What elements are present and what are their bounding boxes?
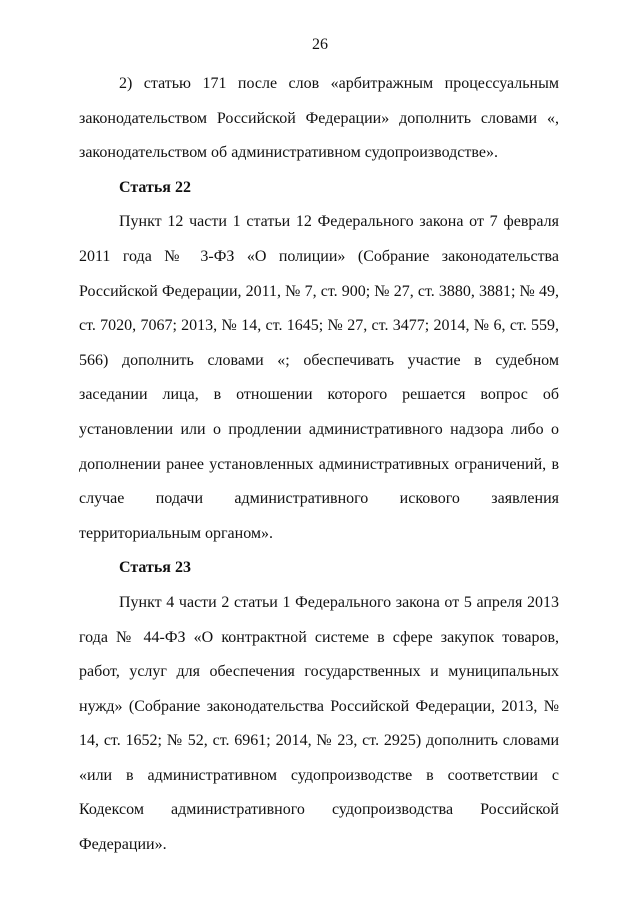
paragraph-article-23: Пункт 4 части 2 статьи 1 Федерального закона от 5 апреля 2013 года № 44-ФЗ «О контрактной системе в сфере закупок товаров, работ, услуг для обеспечения государственных и муниципальных нужд» (Собрание законодательства Российской Федерации, 2013, № 14, ст. 1652; № 52, ст. 6961; 2014, № 23, ст. 2925) дополнить словами «или в административном судопроизводстве в соответствии с Кодексом административного судопроизводства Российской Федерации». <box>79 593 559 854</box>
paragraph-article-22: Пункт 12 части 1 статьи 12 Федерального закона от 7 февраля 2011 года № 3-ФЗ «О полиции» (Собрание законодательства Российской Федерации, 2011, № 7, ст. 900; № 27, ст. 3880, 3881; № 49, ст. 7020, 7067; 2013, № 14, ст. 1645; № 27, ст. 3477; 2014, № 6, ст. 559, 566) дополнить словами «; обеспечивать участие в судебном заседании лица, в отношении которого решается вопрос об установлении или о продлении административного надзора либо о дополнении ранее установленных административных ограничений, в случае подачи административного искового заявления территориальным органом». <box>79 213 559 542</box>
heading-article-22: Статья 22 <box>119 178 191 196</box>
document-body <box>79 67 559 863</box>
page-number: 26 <box>312 36 328 53</box>
paragraph-amendment-article-171: 2) статью 171 после слов «арбитражным процессуальным законодательством Российской Федерации» дополнить словами «, законодательством об административном судопроизводстве». <box>79 75 559 162</box>
heading-article-23: Статья 23 <box>119 559 191 577</box>
